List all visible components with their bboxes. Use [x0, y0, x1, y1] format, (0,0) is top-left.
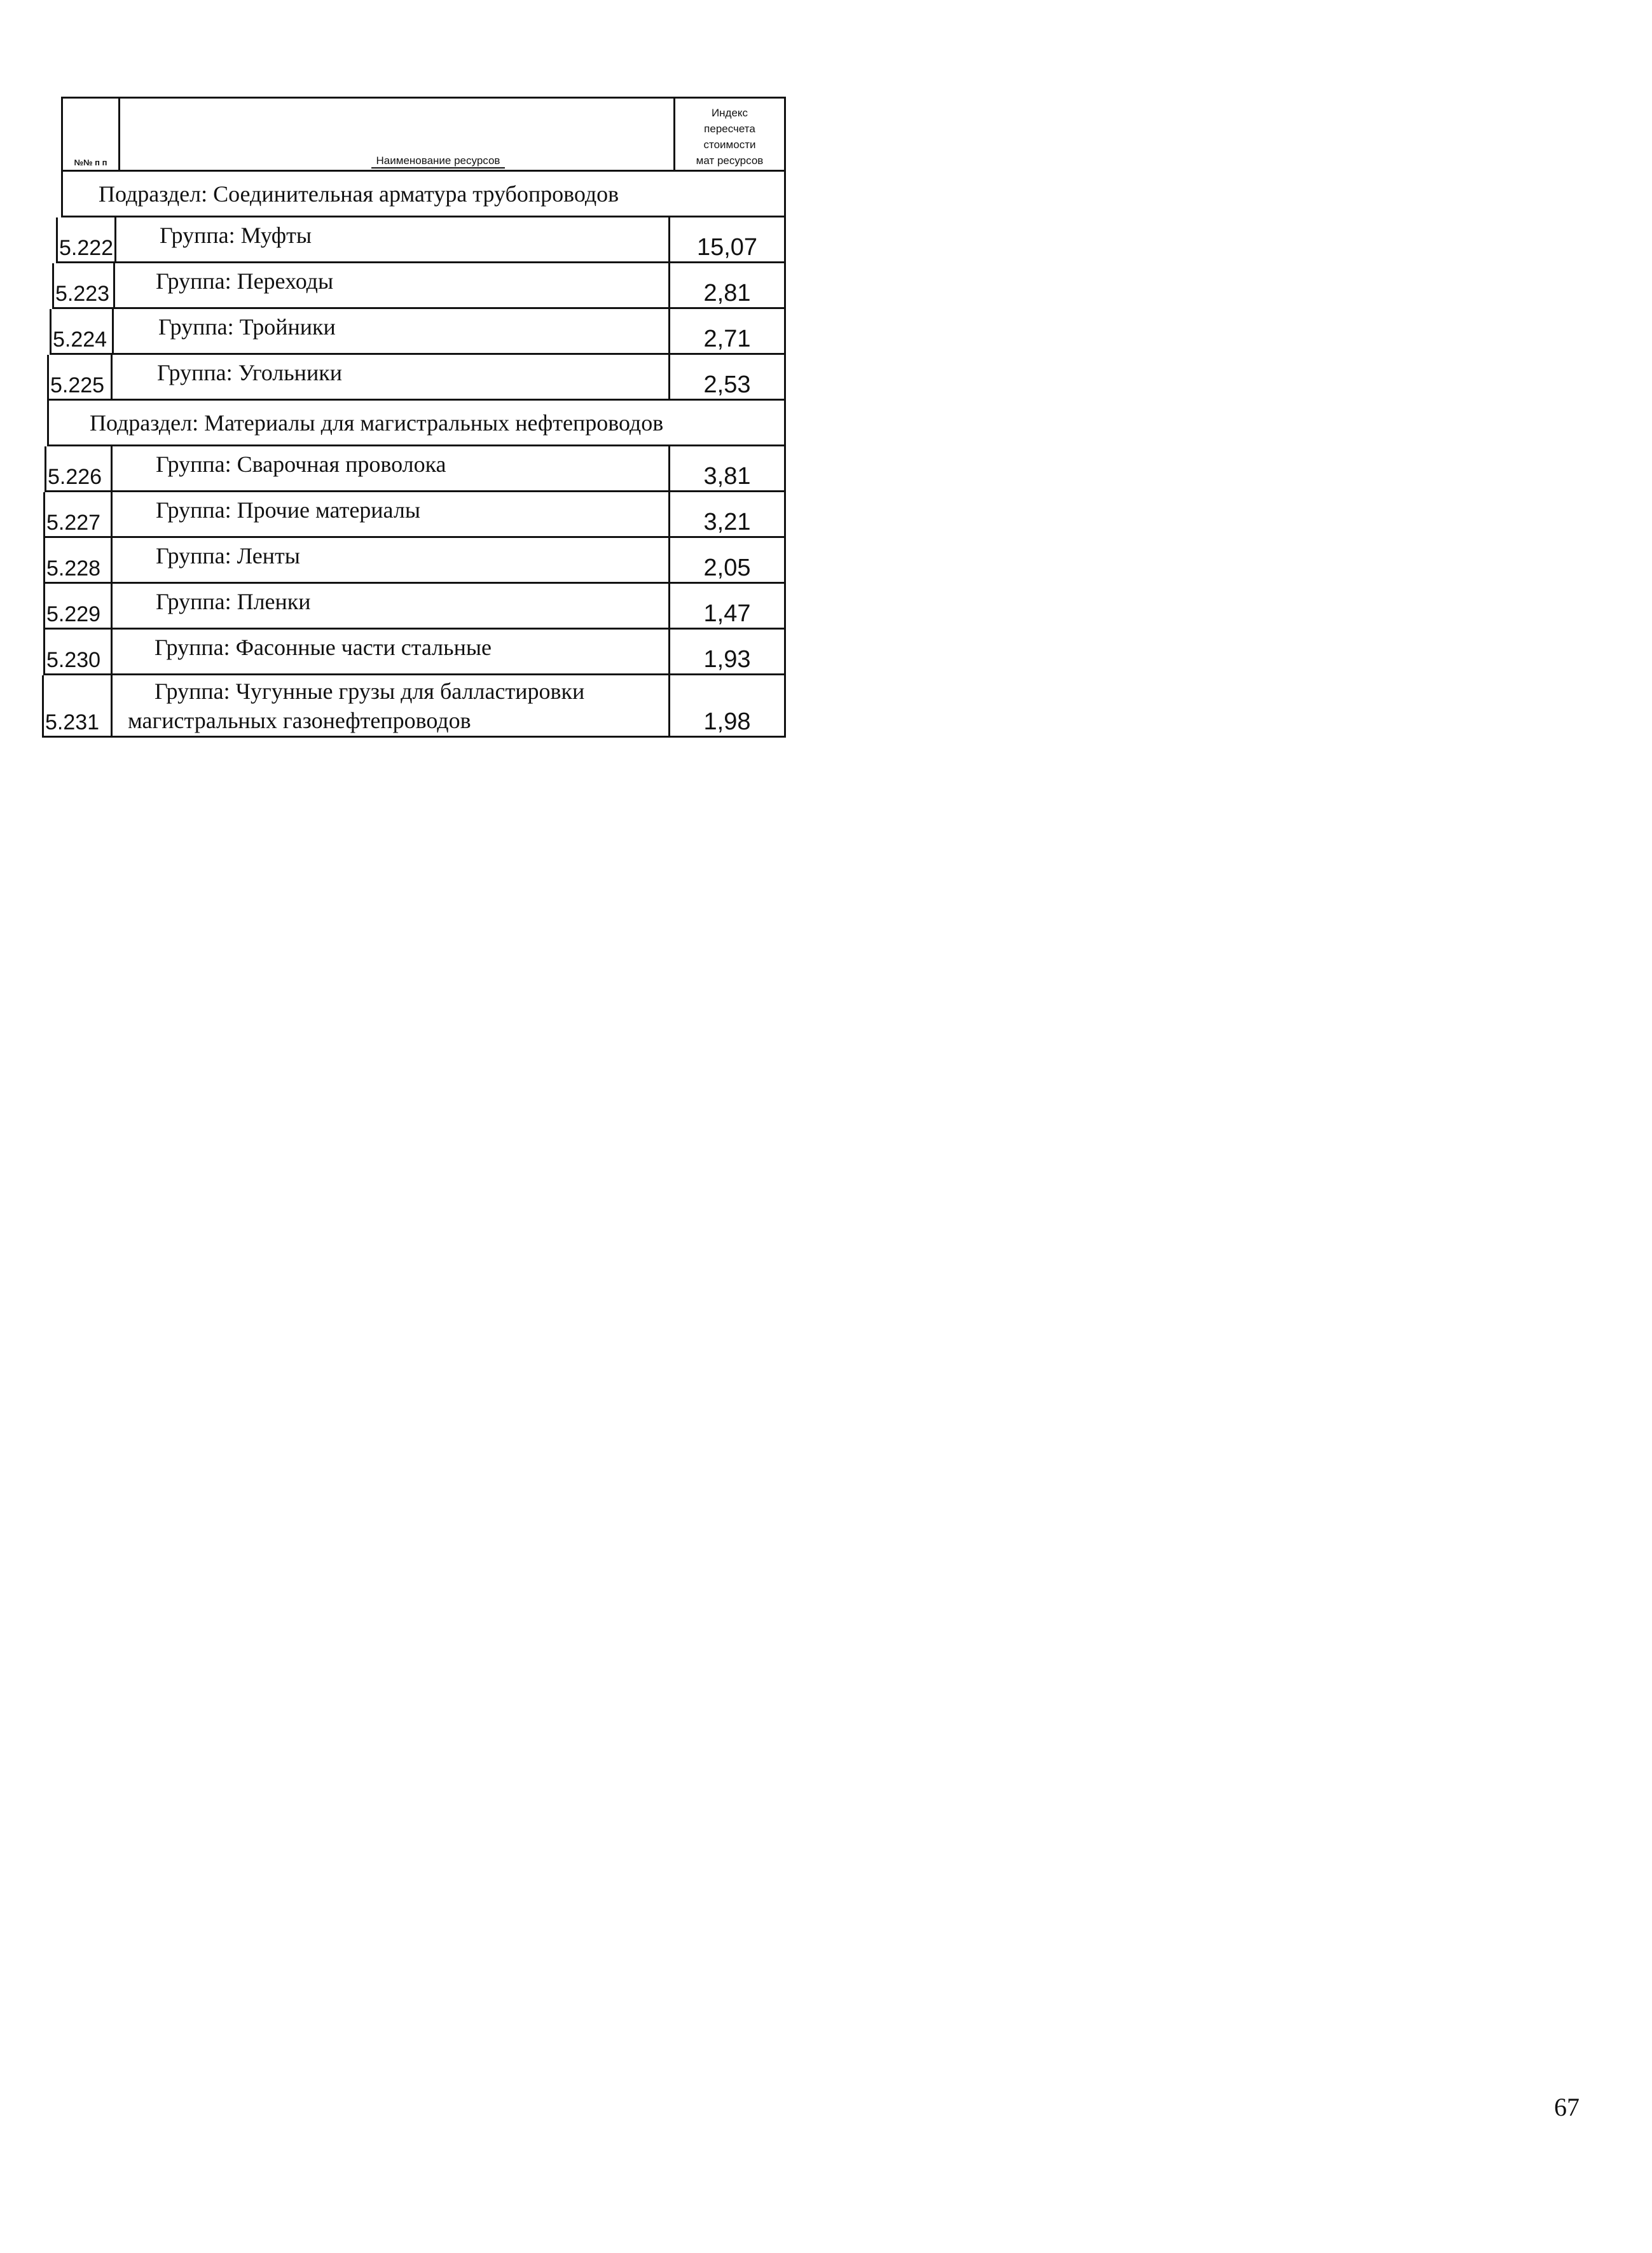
row-index: 1,93	[668, 630, 784, 673]
header-name-label: Наименование ресурсов	[371, 155, 506, 169]
row-name: Группа: Пленки	[156, 589, 311, 614]
row-number: 5.228	[45, 538, 113, 582]
row-number: 5.231	[44, 675, 113, 736]
row-name: Группа: Муфты	[160, 223, 312, 248]
row-index: 1,98	[668, 675, 784, 736]
row-index: 15,07	[668, 217, 784, 261]
table-header	[61, 97, 786, 172]
header-index-column	[673, 99, 784, 170]
row-index: 2,71	[668, 309, 784, 353]
row-index: 2,53	[668, 355, 784, 399]
table-row	[50, 309, 786, 355]
header-index-line: стоимости	[703, 139, 756, 151]
table-row	[45, 446, 786, 492]
header-index-line: Индекс	[711, 107, 748, 119]
section-title: Подраздел: Соединительная арматура трубопроводов	[99, 181, 619, 207]
row-name-line: Группа: Чугунные грузы для балластировки	[155, 679, 585, 704]
row-number: 5.230	[45, 630, 113, 673]
row-index: 2,81	[668, 263, 784, 307]
row-name-line: магистральных газонефтепроводов	[128, 708, 471, 733]
row-name: Группа: Ленты	[156, 543, 300, 568]
row-index: 3,21	[668, 492, 784, 536]
row-index: 3,81	[668, 446, 784, 490]
table-row	[43, 492, 786, 538]
section-title-row	[61, 172, 786, 217]
section-title-row	[47, 401, 786, 446]
page-number: 67	[1554, 2093, 1580, 2121]
row-number: 5.227	[45, 492, 113, 536]
header-name-column	[120, 99, 731, 170]
row-index: 2,05	[668, 538, 784, 582]
table-row	[43, 584, 786, 630]
row-number: 5.226	[46, 446, 113, 490]
row-number: 5.222	[58, 217, 116, 261]
row-name: Группа: Сварочная проволока	[156, 451, 446, 477]
header-index-line: пересчета	[704, 123, 755, 135]
row-name: Группа: Фасонные части стальные	[155, 635, 492, 660]
table-row	[47, 355, 786, 401]
row-number: 5.225	[49, 355, 113, 399]
row-name: Группа: Прочие материалы	[156, 497, 421, 523]
header-index-line: мат ресурсов	[696, 155, 764, 167]
section-title: Подраздел: Материалы для магистральных нефтепроводов	[90, 410, 664, 436]
table-row	[42, 675, 786, 738]
row-name	[125, 675, 584, 736]
row-name: Группа: Тройники	[158, 314, 336, 340]
row-index: 1,47	[668, 584, 784, 628]
table-row	[43, 538, 786, 584]
table-row	[43, 630, 786, 675]
row-number: 5.229	[45, 584, 113, 628]
row-name: Группа: Угольники	[157, 360, 342, 385]
header-number-column: №№ п п	[63, 99, 120, 170]
table-row	[52, 263, 786, 309]
row-number: 5.223	[54, 263, 115, 307]
table-row	[56, 217, 786, 263]
row-name: Группа: Переходы	[156, 268, 334, 294]
row-number: 5.224	[52, 309, 114, 353]
